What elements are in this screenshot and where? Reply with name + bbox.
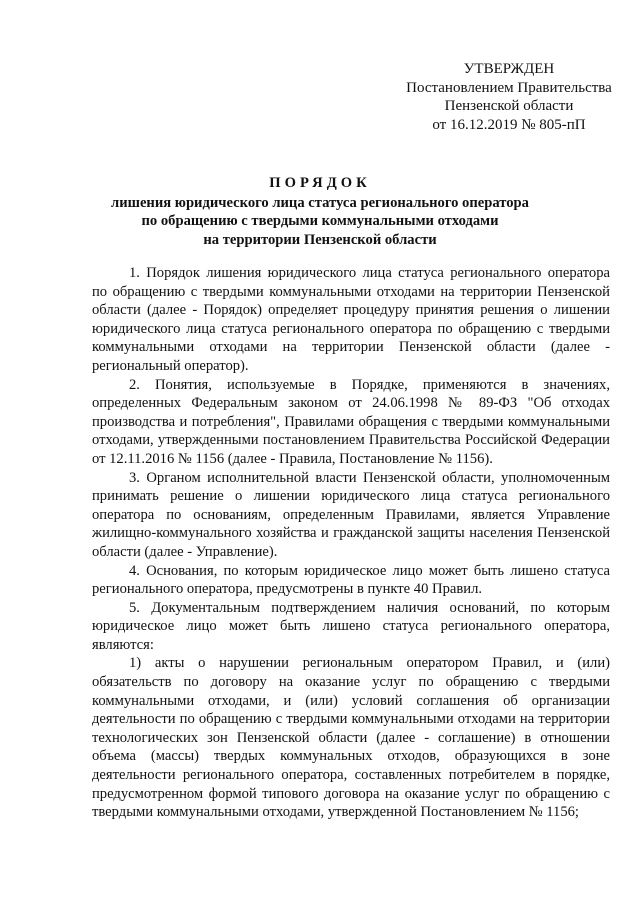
approval-status: УТВЕРЖДЕН: [463, 61, 555, 77]
document-body: [92, 264, 610, 822]
document-heading: [92, 174, 548, 249]
approval-block: [398, 60, 620, 134]
document-title: ПОРЯДОК: [269, 175, 371, 191]
paragraph-5: 5. Документальным подтверждением наличия оснований, по которым юридическое лицо может быть лишено статуса регионального оператора, являются:: [92, 599, 610, 653]
approval-region: Пензенской области: [444, 98, 574, 114]
paragraph-2: 2. Понятия, используемые в Порядке, применяются в значениях, определенных Федеральным законом от 24.06.1998 № 89-ФЗ "Об отходах производства и потребления", Правилами обращения с твердыми коммунальными отходами, утвержденными постановлением Правительства Российской Федерации от 12.11.2016 № 1156 (далее - Правила, Постановление № 1156).: [92, 376, 610, 467]
document-subtitle-line: на территории Пензенской области: [203, 231, 437, 248]
approval-authority: Постановлением Правительства: [406, 79, 612, 96]
subparagraph-5-1: 1) акты о нарушении региональным оператором Правил, и (или) обязательств по договору на оказание услуг по обращению с твердыми коммунальными отходами, и (или) условий соглашения об организации деятельности по обращению с твердыми коммунальными отходами на территории технологических зон Пензенской области (далее - соглашение) в отношении объема (массы) твердых коммунальных отходов, образующихся в зоне деятельности регионального оператора, составленных потребителем в порядке, предусмотренном формой типового договора на оказание услуг по обращению с твердыми коммунальными отходами, утвержденной Постановлением № 1156;: [92, 655, 610, 821]
approval-date-number: от 16.12.2019 № 805-пП: [432, 116, 586, 133]
paragraph-3: 3. Органом исполнительной власти Пензенской области, уполномоченным принимать решение о лишении юридического лица статуса регионального оператора по основаниям, определенным Правилами, является Управление жилищно-коммунального хозяйства и гражданской защиты населения Пензенской области (далее - Управление).: [92, 469, 610, 560]
document-subtitle-line: лишения юридического лица статуса регионального оператора: [111, 194, 529, 211]
paragraph-1: 1. Порядок лишения юридического лица статуса регионального оператора по обращению с твердыми коммунальными отходами на территории Пензенской области (далее - Порядок) определяет процедуру принятия решения о лишении юридического лица статуса регионального оператора по обращению с твердыми коммунальными отходами на территории Пензенской области (далее - региональный оператор).: [92, 265, 610, 374]
document-subtitle-line: по обращению с твердыми коммунальными отходами: [141, 213, 499, 230]
paragraph-4: 4. Основания, по которым юридическое лицо может быть лишено статуса регионального оператора, предусмотрены в пункте 40 Правил.: [92, 562, 610, 598]
